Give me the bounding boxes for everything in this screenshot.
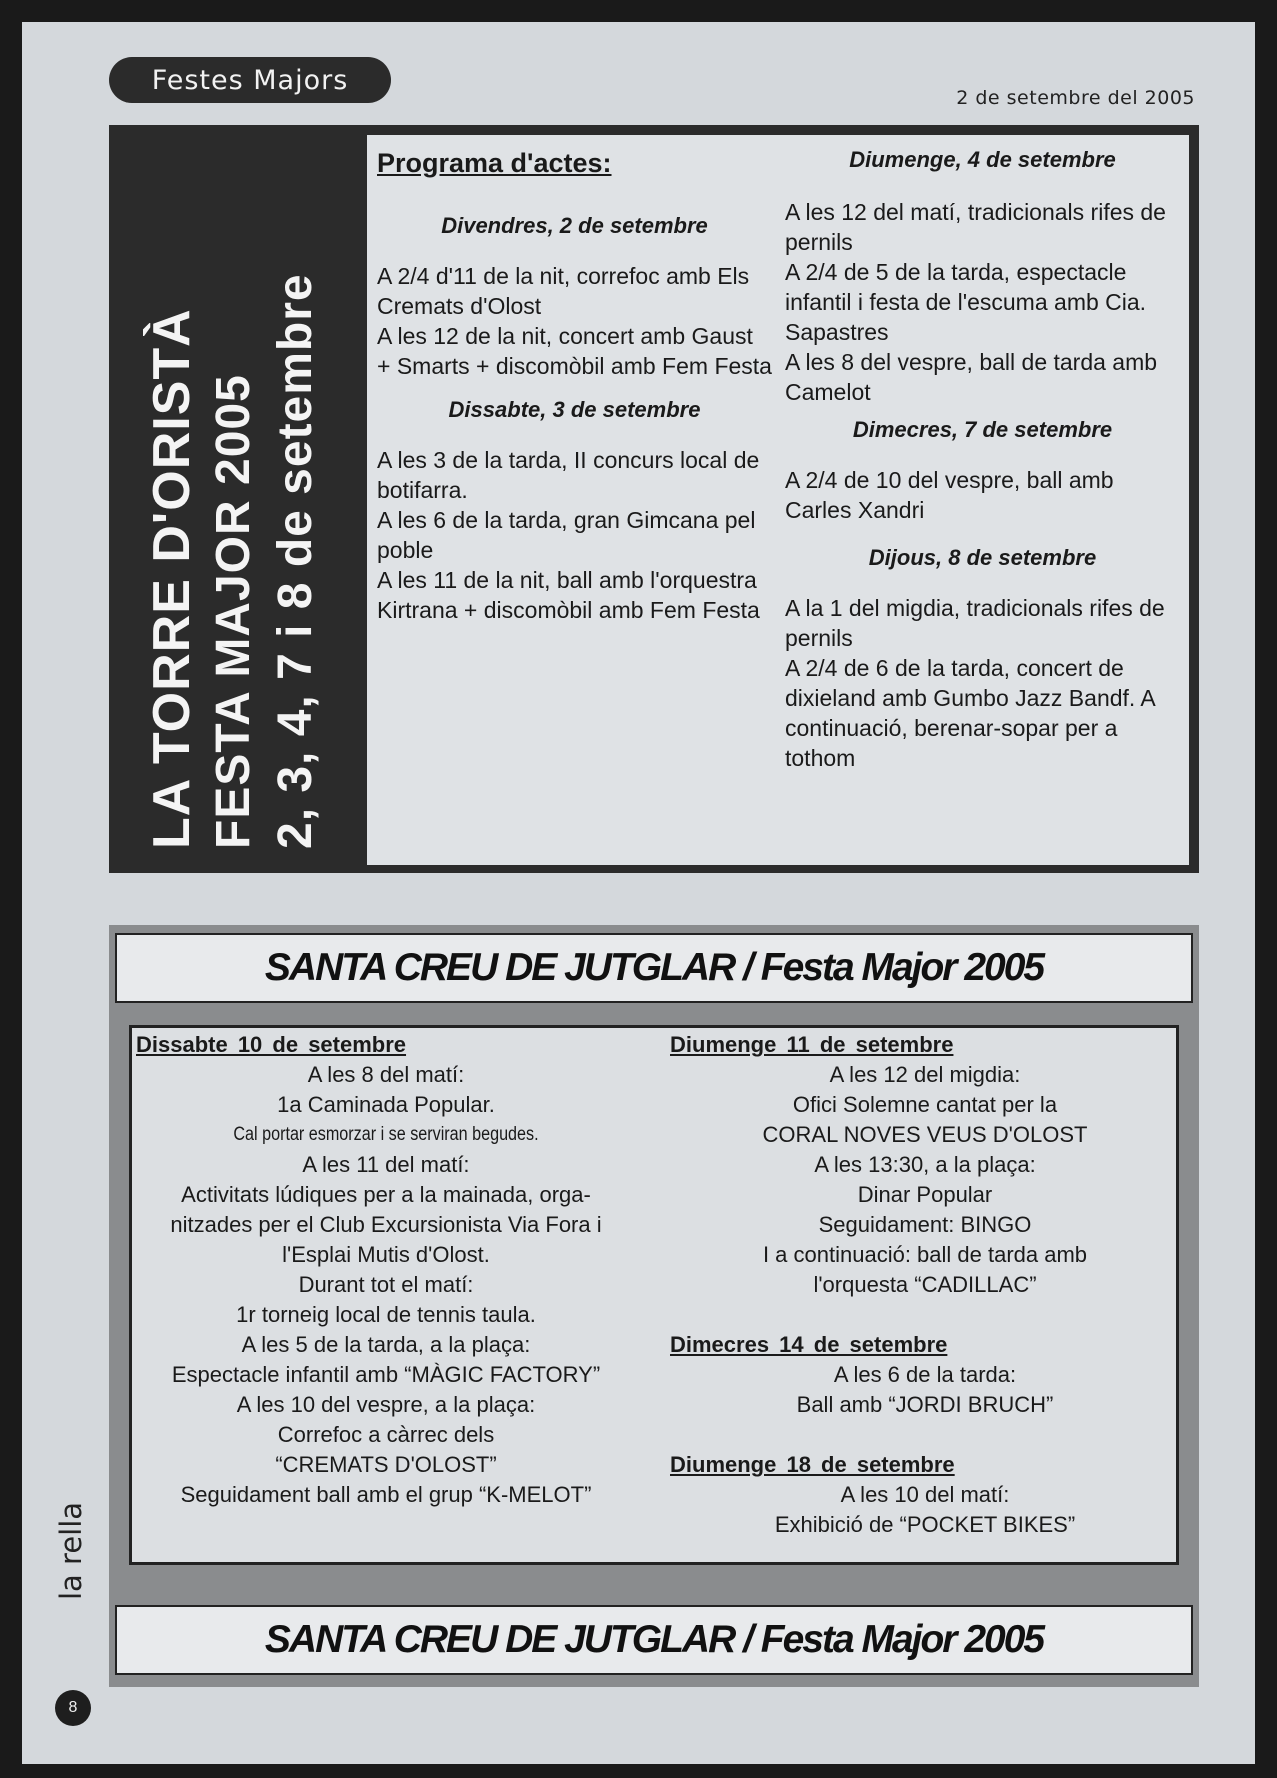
program-line: A les 10 del matí: bbox=[840, 1482, 1010, 1507]
santa-title-top: SANTA CREU DE JUTGLAR / Festa Major 2005 bbox=[264, 946, 1044, 989]
santa-program bbox=[129, 1025, 1179, 1565]
day-heading: Dimecres 14 de setembre bbox=[670, 1332, 948, 1357]
page-number-text: 8 bbox=[68, 1699, 78, 1716]
program-act: A les 6 de la tarda, gran Gimcana pel poble bbox=[377, 507, 756, 563]
program-line: A les 8 del matí: bbox=[307, 1062, 465, 1087]
santa-program-left-column bbox=[136, 1030, 636, 1510]
program-line: Seguidament: BINGO bbox=[818, 1212, 1032, 1237]
program-line: nitzades per el Club Excursionista Via Fora i bbox=[170, 1212, 602, 1237]
program-title: Programa d'actes: bbox=[377, 148, 612, 178]
program-act: A 2/4 d'11 de la nit, correfoc amb Els Cremats d'Olost bbox=[377, 263, 750, 319]
program-act: A les 12 de la nit, concert amb Gaust + Smarts + discomòbil amb Fem Festa bbox=[377, 323, 772, 379]
section-label-text: Festes Majors bbox=[151, 64, 349, 96]
program-line: A les 13:30, a la plaça: bbox=[814, 1152, 1036, 1177]
torre-subtitle: FESTA MAJOR 2005 bbox=[207, 374, 260, 849]
program-act: A 2/4 de 6 de la tarda, concert de dixieland amb Gumbo Jazz Bandf. A continuació, berenar-sopar per a tothom bbox=[785, 655, 1155, 771]
issue-date: 2 de setembre del 2005 bbox=[956, 87, 1195, 109]
santa-program-right-column bbox=[670, 1030, 1180, 1540]
torre-dates: 2, 3, 4, 7 i 8 de setembre bbox=[269, 273, 322, 849]
program-act: A les 12 del matí, tradicionals rifes de pernils bbox=[785, 199, 1166, 255]
section-label bbox=[109, 57, 391, 103]
program-act: A 2/4 de 10 del vespre, ball amb Carles Xandri bbox=[785, 467, 1114, 523]
day-heading: Diumenge 11 de setembre bbox=[670, 1032, 954, 1057]
program-act: A les 11 de la nit, ball amb l'orquestra Kirtrana + discomòbil amb Fem Festa bbox=[377, 567, 760, 623]
program-act: A 2/4 de 5 de la tarda, espectacle infantil i festa de l'escuma amb Cia. Sapastres bbox=[785, 259, 1147, 345]
torre-program bbox=[367, 135, 1189, 865]
program-line: A les 10 del vespre, a la plaça: bbox=[236, 1392, 536, 1417]
magazine-name: la rella bbox=[54, 1501, 88, 1600]
program-line: Espectacle infantil amb “MÀGIC FACTORY” bbox=[171, 1362, 601, 1387]
program-act: A les 3 de la tarda, II concurs local de botifarra. bbox=[377, 447, 760, 503]
day-heading: Dissabte 10 de setembre bbox=[136, 1032, 407, 1057]
program-line: A les 6 de la tarda: bbox=[833, 1362, 1017, 1387]
santa-title-bar-bottom bbox=[115, 1605, 1193, 1675]
program-line: Durant tot el matí: bbox=[298, 1272, 474, 1297]
program-line: Ball amb “JORDI BRUCH” bbox=[796, 1392, 1054, 1417]
torre-program-right-column bbox=[785, 135, 1180, 773]
program-line: CORAL NOVES VEUS D'OLOST bbox=[762, 1122, 1088, 1147]
day-heading: Divendres, 2 de setembre bbox=[441, 213, 708, 238]
santa-title-bar-top bbox=[115, 933, 1193, 1003]
program-line: 1r torneig local de tennis taula. bbox=[236, 1302, 536, 1327]
torre-side-banner bbox=[109, 125, 359, 873]
program-line: A les 12 del migdia: bbox=[829, 1062, 1021, 1087]
day-heading: Diumenge, 4 de setembre bbox=[849, 147, 1116, 172]
program-line: l'orquesta “CADILLAC” bbox=[813, 1272, 1037, 1297]
program-line: A les 5 de la tarda, a la plaça: bbox=[241, 1332, 531, 1357]
program-line: A les 11 del matí: bbox=[302, 1152, 470, 1177]
program-line: “CREMATS D'OLOST” bbox=[275, 1452, 497, 1477]
torre-title: LA TORRE D'ORISTÀ bbox=[143, 308, 201, 849]
torre-program-left-column bbox=[377, 135, 772, 625]
day-heading: Diumenge 18 de setembre bbox=[670, 1452, 955, 1477]
day-heading: Dijous, 8 de setembre bbox=[868, 545, 1097, 570]
program-line: 1a Caminada Popular. bbox=[277, 1092, 495, 1117]
program-line: Seguidament ball amb el grup “K-MELOT” bbox=[180, 1482, 592, 1507]
program-act: A les 8 del vespre, ball de tarda amb Camelot bbox=[785, 349, 1158, 405]
program-line: Correfoc a càrrec dels bbox=[277, 1422, 495, 1447]
program-note: Cal portar esmorzar i se serviran begudes. bbox=[233, 1124, 539, 1145]
day-heading: Dissabte, 3 de setembre bbox=[448, 397, 701, 422]
program-act: A la 1 del migdia, tradicionals rifes de pernils bbox=[785, 595, 1165, 651]
program-line: Activitats lúdiques per a la mainada, orga- bbox=[181, 1182, 591, 1207]
program-line: Ofici Solemne cantat per la bbox=[792, 1092, 1058, 1117]
program-line: I a continuació: ball de tarda amb bbox=[762, 1242, 1088, 1267]
program-line: l'Esplai Mutis d'Olost. bbox=[282, 1242, 490, 1267]
day-heading: Dimecres, 7 de setembre bbox=[852, 417, 1113, 442]
torre-festa-block bbox=[109, 125, 1199, 873]
santa-creu-festa-block bbox=[109, 925, 1199, 1687]
program-line: Dinar Popular bbox=[857, 1182, 993, 1207]
program-line: Exhibició de “POCKET BIKES” bbox=[774, 1512, 1076, 1537]
magazine-page bbox=[22, 22, 1255, 1764]
page-number bbox=[55, 1690, 91, 1726]
santa-title-bottom: SANTA CREU DE JUTGLAR / Festa Major 2005 bbox=[264, 1618, 1044, 1661]
